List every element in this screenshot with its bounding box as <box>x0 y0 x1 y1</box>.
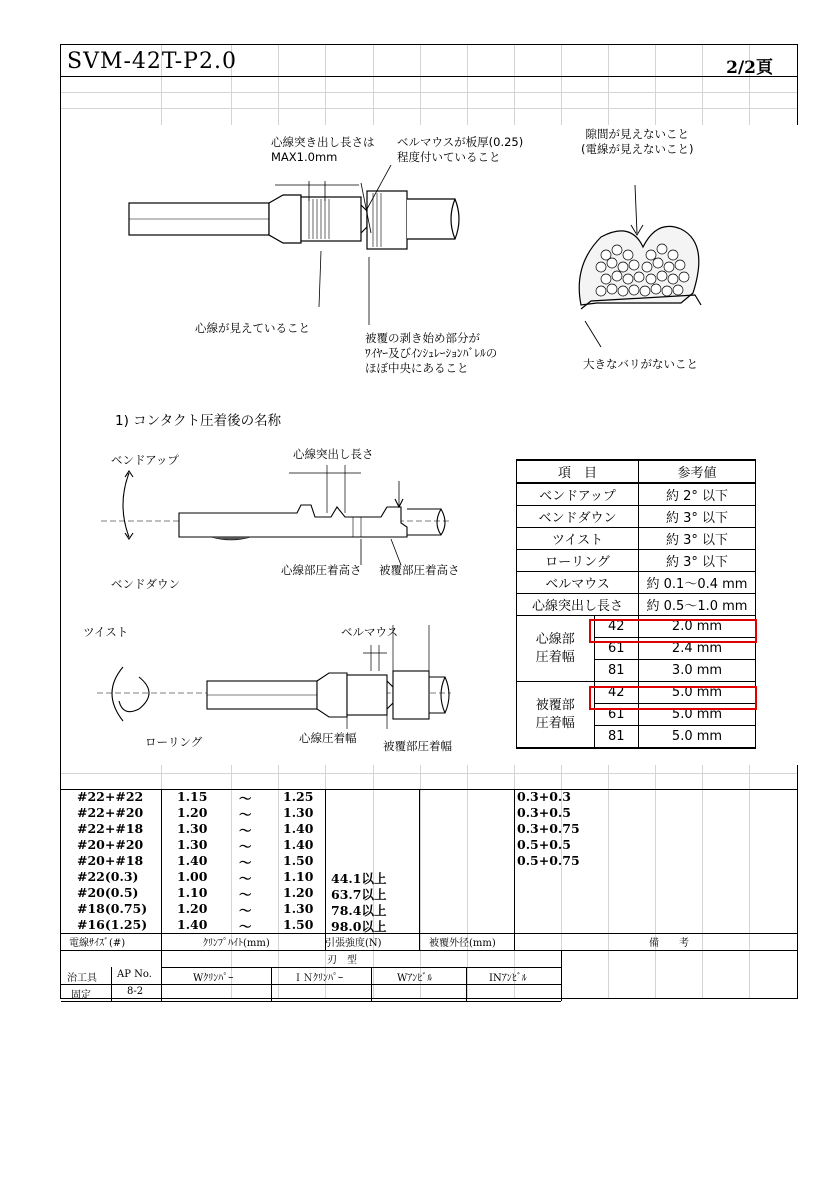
core-crimp-width-label: 心線圧着幅 <box>299 731 357 745</box>
protrusion-note: 心線突き出し長さは MAX1.0mm <box>271 135 375 164</box>
spec-cell-wire: #22+#18 <box>77 821 144 836</box>
spec-cell-max: 1.10 <box>283 869 314 884</box>
bend-down-label: ベンドダウン <box>111 577 180 591</box>
twist-label: ツイスト <box>83 625 129 639</box>
spec-cell-min: 1.30 <box>177 837 208 852</box>
spec-cell-max: 1.40 <box>283 821 314 836</box>
bend-up-label: ベンドアップ <box>111 453 179 467</box>
spec-cell-tensile: 44.1以上 <box>331 871 387 886</box>
core-crimp-height-label: 心線部圧着高さ <box>281 563 362 577</box>
blade-row: 刃 型 <box>327 955 357 966</box>
spec-cell-max: 1.30 <box>283 805 314 820</box>
value-cell: 約 3° 以下 <box>639 506 756 528</box>
spec-cell-min: 1.40 <box>177 917 208 932</box>
spec-cell-max: 1.50 <box>283 853 314 868</box>
value-cell: 5.0 mm <box>639 704 756 726</box>
spec-cell-tilde: ～ <box>239 871 252 886</box>
spec-row <box>61 821 797 837</box>
ins-crimp-height-label: 被覆部圧着高さ <box>379 563 460 577</box>
bellmouth-label: ベルマウス <box>341 625 399 639</box>
table-row <box>517 506 756 528</box>
spec-cell-tilde: ～ <box>239 839 252 854</box>
spec-cell-wire: #16(1.25) <box>77 917 148 932</box>
page-number: 2/2頁 <box>726 58 773 78</box>
drawing-sheet <box>60 44 798 999</box>
strip-position-note: 被覆の剥き始め部分が ﾜｲﾔｰ及びｲﾝｼｭﾚｰｼｮﾝﾊﾞﾚﾙの ほぼ中央にあること <box>365 331 498 375</box>
item-cell: ツイスト <box>517 528 639 550</box>
size-cell: 81 <box>594 726 638 749</box>
spec-cell-wire: #18(0.75) <box>77 901 148 916</box>
tool-row: 固定 8-2 <box>71 986 144 1001</box>
item-cell: ベンドダウン <box>517 506 639 528</box>
value-cell: 5.0 mm <box>639 726 756 749</box>
spec-row <box>61 917 797 933</box>
value-cell: 2.4 mm <box>639 638 756 660</box>
title-divider <box>61 76 797 77</box>
spec-cell-tilde: ～ <box>239 855 252 870</box>
spec-cell-tilde: ～ <box>239 791 252 806</box>
value-cell: 5.0 mm <box>639 682 756 704</box>
value-cell: 3.0 mm <box>639 660 756 682</box>
spec-cell-tilde: ～ <box>239 887 252 902</box>
spec-cell-wire: #22(0.3) <box>77 869 139 884</box>
value-cell: 約 0.5～1.0 mm <box>639 594 756 616</box>
ins-crimp-width-label: 被覆部圧着幅 <box>383 739 452 753</box>
spec-cell-max: 1.30 <box>283 901 314 916</box>
value-cell: 約 2° 以下 <box>639 483 756 506</box>
spec-cell-wire: #20+#18 <box>77 853 144 868</box>
footer-line <box>722 998 798 999</box>
spec-cell-min: 1.00 <box>177 869 208 884</box>
table-row <box>517 594 756 616</box>
spec-cell-min: 1.40 <box>177 853 208 868</box>
spec-cell-tensile: 78.4以上 <box>331 903 387 918</box>
spec-cell-max: 1.40 <box>283 837 314 852</box>
spec-cell-tilde: ～ <box>239 903 252 918</box>
spec-cell-note: 0.3+0.5 <box>517 805 571 820</box>
rolling-label: ローリング <box>145 735 203 749</box>
item-cell: ベルマウス <box>517 572 639 594</box>
spec-cell-wire: #22+#20 <box>77 805 144 820</box>
item-cell: 心線突出し長さ <box>517 594 639 616</box>
spec-cell-note: 0.5+0.75 <box>517 853 580 868</box>
core-visible-note: 心線が見えていること <box>195 321 310 335</box>
bellmouth-note: ベルマウスが板厚(0.25) 程度付いていること <box>397 135 524 164</box>
spec-cell-min: 1.15 <box>177 789 208 804</box>
spec-row <box>61 805 797 821</box>
value-cell: 約 3° 以下 <box>639 528 756 550</box>
ins-group-label: 被覆部 圧着幅 <box>517 682 595 749</box>
spec-cell-min: 1.20 <box>177 805 208 820</box>
table-row <box>517 528 756 550</box>
spec-cell-min: 1.10 <box>177 885 208 900</box>
spec-cell-wire: #22+#22 <box>77 789 144 804</box>
table-row <box>517 550 756 572</box>
table-row <box>517 483 756 506</box>
spec-cell-note: 0.5+0.5 <box>517 837 571 852</box>
spec-row <box>61 789 797 805</box>
value-cell: 2.0 mm <box>639 616 756 638</box>
size-cell: 42 <box>594 682 638 704</box>
spec-cell-min: 1.30 <box>177 821 208 836</box>
spec-cell-tilde: ～ <box>239 807 252 822</box>
table-header-row <box>517 460 756 483</box>
highlight-ins-42 <box>589 686 757 710</box>
spec-cell-wire: #20(0.5) <box>77 885 139 900</box>
tool-header-row: 治工具 AP No. Wｸﾘﾝﾊﾟｰ ＩＮｸﾘﾝﾊﾟｰ Wｱﾝﾋﾞﾙ INｱﾝﾋﾞﾙ <box>67 969 527 984</box>
spec-cell-tilde: ～ <box>239 919 252 934</box>
spec-cell-note: 0.3+0.3 <box>517 789 571 804</box>
spec-cell-min: 1.20 <box>177 901 208 916</box>
highlight-core-42 <box>589 619 757 643</box>
header-item: 項 目 <box>517 460 639 483</box>
spec-cell-tilde: ～ <box>239 823 252 838</box>
spec-cell-max: 1.20 <box>283 885 314 900</box>
spec-cell-tensile: 98.0以上 <box>331 919 387 934</box>
spec-cell-tensile: 63.7以上 <box>331 887 387 902</box>
header-value: 参考値 <box>639 460 756 483</box>
item-cell: ベンドアップ <box>517 483 639 506</box>
spec-header-row: 電線ｻｲｽﾞ(#) ｸﾘﾝﾌﾟﾊｲﾄ(mm) 引張強度(N) 被覆外径(mm) 備 考 <box>69 938 689 949</box>
size-cell: 61 <box>594 704 638 726</box>
gap-note: 隙間が見えないこと (電線が見えないこと) <box>581 127 694 156</box>
item-cell: ローリング <box>517 550 639 572</box>
spec-row <box>61 885 797 901</box>
core-protrusion-label: 心線突出し長さ <box>293 447 374 461</box>
value-cell: 約 0.1～0.4 mm <box>639 572 756 594</box>
spec-cell-note: 0.3+0.75 <box>517 821 580 836</box>
spec-cell-max: 1.50 <box>283 917 314 932</box>
table-row <box>517 572 756 594</box>
spec-row <box>61 853 797 869</box>
drawing-area <box>61 125 799 765</box>
spec-row <box>61 837 797 853</box>
spec-row <box>61 901 797 917</box>
size-cell: 61 <box>594 638 638 660</box>
burr-note: 大きなバリがないこと <box>583 357 698 371</box>
spec-row <box>61 869 797 885</box>
size-cell: 42 <box>594 616 638 638</box>
core-group-label: 心線部 圧着幅 <box>517 616 595 682</box>
section-title: 1) コンタクト圧着後の名称 <box>115 413 282 429</box>
size-cell: 81 <box>594 660 638 682</box>
value-cell: 約 3° 以下 <box>639 550 756 572</box>
spec-cell-max: 1.25 <box>283 789 314 804</box>
spec-cell-wire: #20+#20 <box>77 837 144 852</box>
document-title: SVM-42T-P2.0 <box>67 49 237 74</box>
